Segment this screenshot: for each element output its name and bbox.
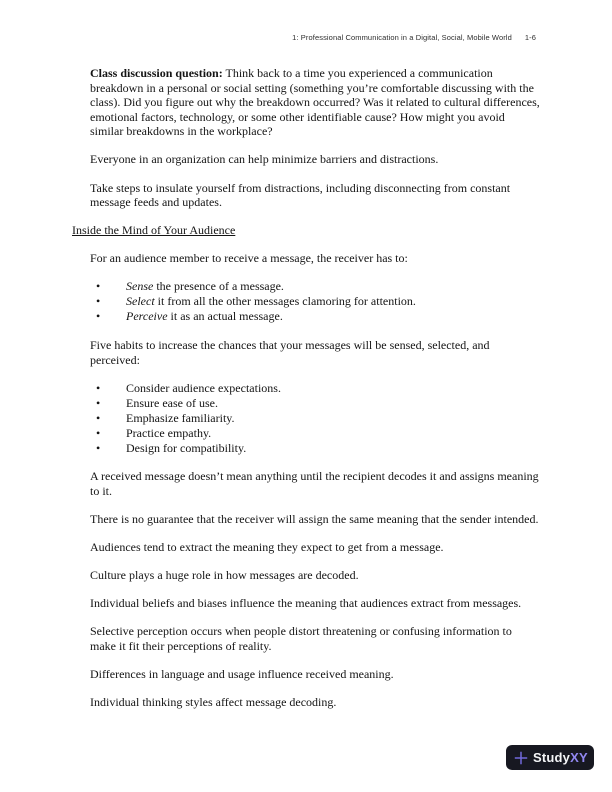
paragraph-message-decoded: A received message doesn’t mean anything until the recipient decodes it and assigns meaning to it. [90, 469, 539, 498]
list-item-text: Emphasize familiarity. [126, 410, 235, 425]
paragraph-class-discussion [90, 66, 540, 139]
studyxy-logo-badge [506, 745, 594, 770]
list-item-term: Select [126, 294, 155, 309]
class-discussion-label: Class discussion question: [90, 66, 223, 80]
document-body [72, 66, 540, 723]
paragraph-five-habits: Five habits to increase the chances that your messages will be sensed, selected, and perceived: [90, 337, 490, 367]
list-item-text: it from all the other messages clamoring for attention. [154, 294, 416, 309]
paragraph-beliefs-biases: Individual beliefs and biases influence the meaning that audiences extract from messages. [90, 596, 522, 611]
bullet-icon: • [96, 294, 101, 309]
list-item [72, 279, 540, 294]
habits-list [72, 381, 540, 456]
receiver-steps-list [72, 279, 540, 324]
list-item-text: Practice empathy. [126, 425, 212, 440]
section-heading-inside-the-mind: Inside the Mind of Your Audience [72, 223, 236, 238]
bullet-icon: • [96, 380, 101, 395]
plus-icon [514, 751, 528, 765]
bullet-icon: • [96, 425, 101, 440]
list-item-text: the presence of a message. [153, 279, 284, 294]
list-item [72, 309, 540, 324]
list-item-text: Design for compatibility. [126, 440, 247, 455]
class-discussion-text: Think back to a time you experienced a communication breakdown in a personal or social setting (something you’re comfortable discussing with the class). Did you figure out why the breakdown occurred? Was it related to cultural differences, emotional factors, technology, or some other identifiable cause? How might you avoid similar breakdowns in the workplace? [90, 66, 540, 139]
paragraph-thinking-styles: Individual thinking styles affect message decoding. [90, 694, 337, 709]
list-item-term: Perceive [126, 309, 168, 324]
header-page-number: 1-6 [524, 33, 536, 42]
bullet-icon: • [96, 309, 101, 324]
paragraph-minimize-barriers: Everyone in an organization can help minimize barriers and distractions. [90, 152, 439, 167]
list-item [72, 294, 540, 309]
list-item-term: Sense [126, 279, 154, 294]
paragraph-audiences-extract: Audiences tend to extract the meaning they expect to get from a message. [90, 539, 444, 554]
list-item [72, 441, 540, 456]
paragraph-insulate-distractions: Take steps to insulate yourself from distractions, including disconnecting from constant message feeds and updates. [90, 180, 511, 210]
list-item [72, 396, 540, 411]
list-item [72, 426, 540, 441]
bullet-icon: • [96, 410, 101, 425]
paragraph-culture-role: Culture plays a huge role in how messages are decoded. [90, 568, 359, 582]
list-item [72, 381, 540, 396]
page-header [72, 33, 536, 42]
header-course-title: 1: Professional Communication in a Digital, Social, Mobile World [292, 33, 512, 42]
paragraph-no-guarantee: There is no guarantee that the receiver will assign the same meaning that the sender intended. [90, 511, 539, 526]
paragraph-selective-perception: Selective perception occurs when people distort threatening or confusing information to make it fit their perceptions of reality. [90, 624, 512, 653]
list-item-text: it as an actual message. [167, 309, 283, 324]
list-item-text: Ensure ease of use. [126, 395, 218, 410]
logo-brand-text: Study [533, 750, 571, 765]
list-item-text: Consider audience expectations. [126, 380, 281, 395]
paragraph-receiver-has-to: For an audience member to receive a message, the receiver has to: [90, 251, 408, 266]
bullet-icon: • [96, 279, 101, 294]
bullet-icon: • [96, 440, 101, 455]
list-item [72, 411, 540, 426]
logo-brand-accent-text: XY [570, 750, 588, 765]
bullet-icon: • [96, 395, 101, 410]
paragraph-language-differences: Differences in language and usage influence received meaning. [90, 666, 394, 681]
